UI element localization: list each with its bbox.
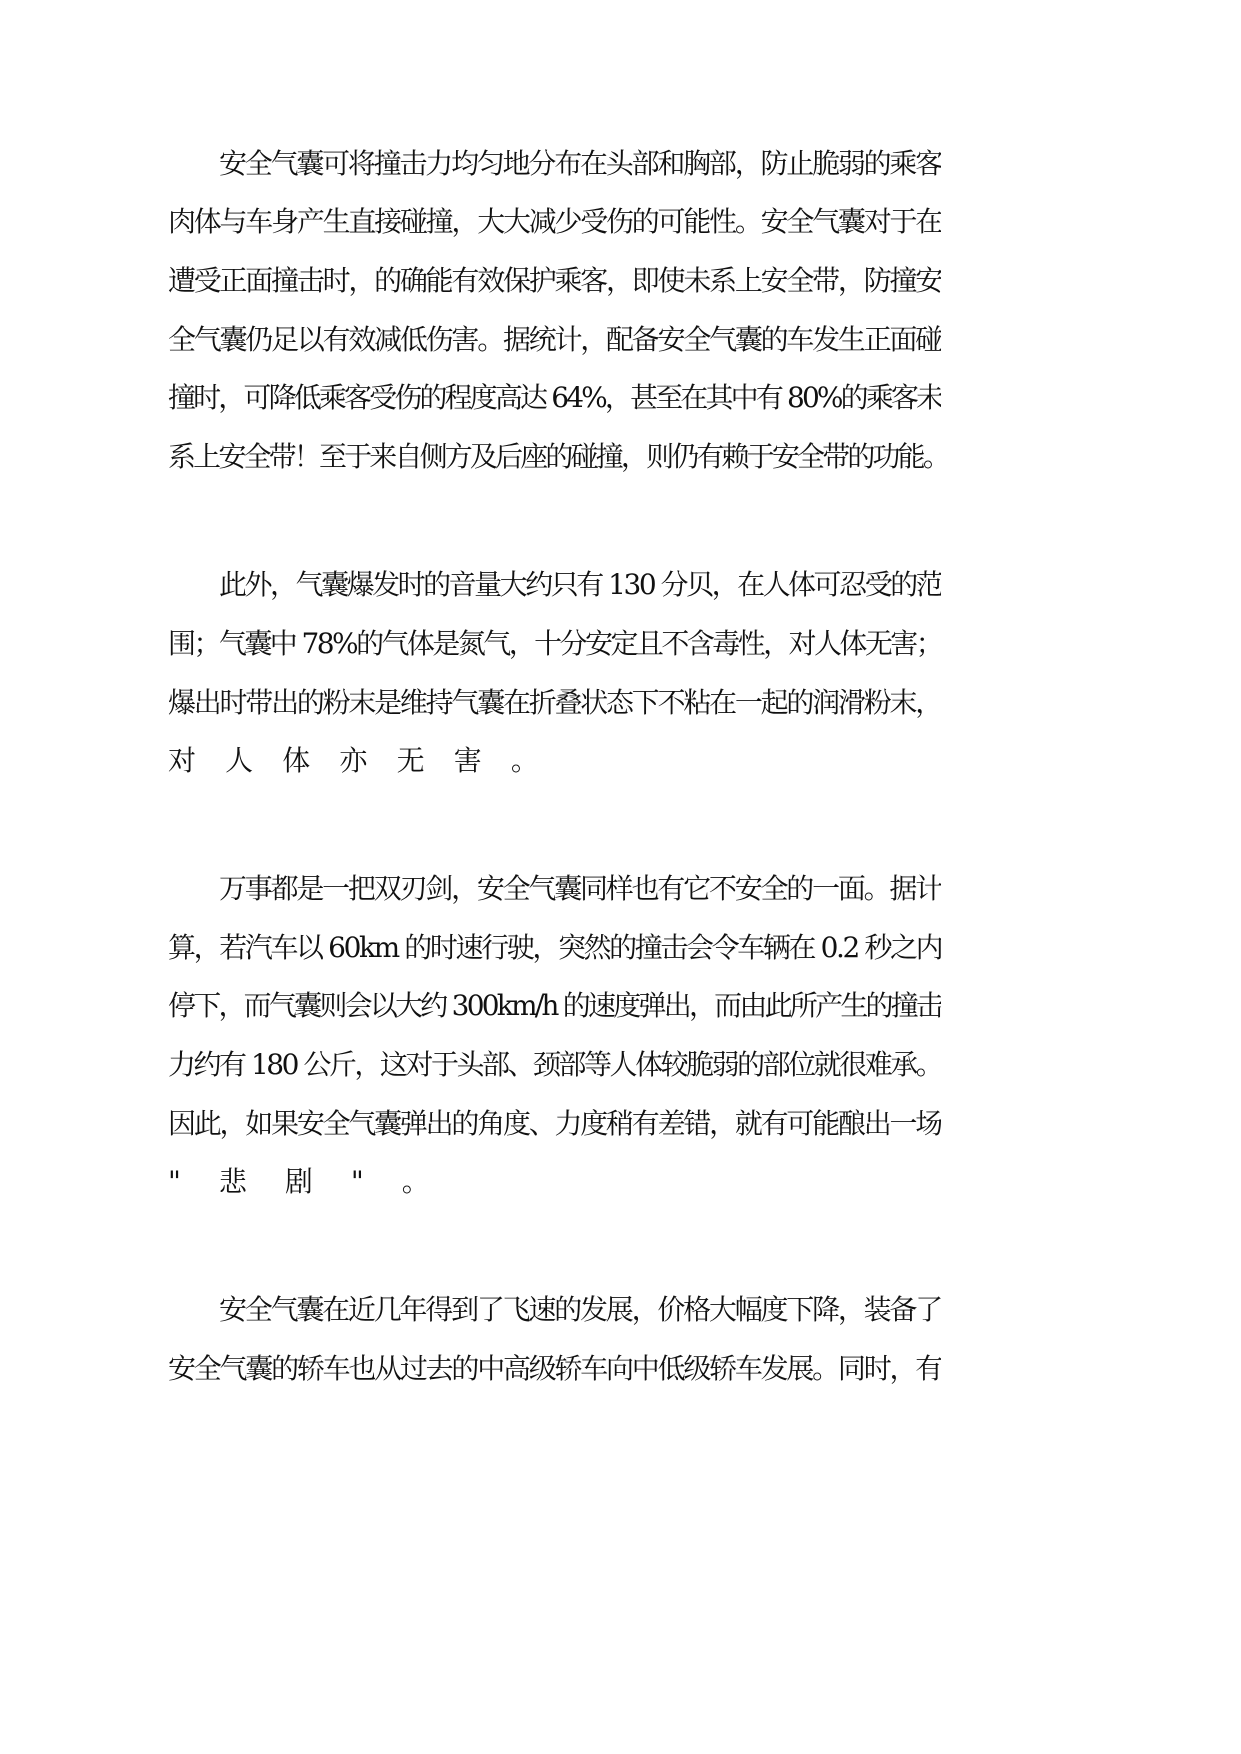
text-line: 遭受正面撞击时，的确能有效保护乘客，即使未系上安全带，防撞安 <box>168 264 941 297</box>
text-line: 因此，如果安全气囊弹出的角度、力度稍有差错，就有可能酿出一场 <box>168 1107 941 1140</box>
paragraph-4-line-1 <box>0 1287 1241 1333</box>
text-line: 停下，而气囊则会以大约 300km/h 的速度弹出，而由此所产生的撞击 <box>168 989 941 1022</box>
text-line: 撞时，可降低乘客受伤的程度高达 64%，甚至在其中有 80%的乘客未 <box>168 381 941 414</box>
text-line: 力约有 180 公斤，这对于头部、颈部等人体较脆弱的部位就很难承。 <box>168 1048 941 1081</box>
paragraph-1-line-1 <box>0 141 1241 187</box>
text-line: 万事都是一把双刃剑，安全气囊同样也有它不安全的一面。据计 <box>219 872 941 905</box>
text-line: 肉体与车身产生直接碰撞，大大减少受伤的可能性。安全气囊对于在 <box>168 205 941 238</box>
paragraph-1-line-4 <box>0 317 1241 363</box>
text-line: 对人体亦无害。 <box>168 744 568 777</box>
text-line: 安全气囊在近几年得到了飞速的发展，价格大幅度下降，装备了 <box>219 1293 941 1326</box>
paragraph-2-line-2 <box>0 621 1241 667</box>
paragraph-1-line-3 <box>0 258 1241 304</box>
paragraph-4-line-2 <box>0 1346 1241 1392</box>
paragraph-3-line-2 <box>0 925 1241 971</box>
text-line: 安全气囊可将撞击力均匀地分布在头部和胸部，防止脆弱的乘客 <box>219 147 941 180</box>
text-line: 算，若汽车以 60km 的时速行驶，突然的撞击会令车辆在 0.2 秒之内 <box>168 931 941 964</box>
paragraph-3-line-3 <box>0 983 1241 1029</box>
paragraph-1-line-5 <box>0 375 1241 421</box>
paragraph-1-line-6 <box>0 434 1241 480</box>
text-line: 爆出时带出的粉末是维持气囊在折叠状态下不粘在一起的润滑粉末， <box>168 686 941 719</box>
paragraph-2-line-4 <box>0 738 1241 784</box>
text-line: 全气囊仍足以有效减低伤害。据统计，配备安全气囊的车发生正面碰 <box>168 323 941 356</box>
text-line: 系上安全带！至于来自侧方及后座的碰撞，则仍有赖于安全带的功能。 <box>168 440 948 473</box>
paragraph-2-line-1 <box>0 562 1241 608</box>
text-line: 此外，气囊爆发时的音量大约只有 130 分贝，在人体可忍受的范 <box>219 568 941 601</box>
paragraph-3-line-4 <box>0 1042 1241 1088</box>
text-line: 围；气囊中 78%的气体是氮气，十分安定且不含毒性，对人体无害； <box>168 627 941 660</box>
paragraph-3-line-5 <box>0 1101 1241 1147</box>
text-line: "悲剧"。 <box>168 1165 468 1198</box>
paragraph-1-line-2 <box>0 199 1241 245</box>
paragraph-2-line-3 <box>0 680 1241 726</box>
paragraph-3-line-1 <box>0 866 1241 912</box>
text-line: 安全气囊的轿车也从过去的中高级轿车向中低级轿车发展。同时，有 <box>168 1352 941 1385</box>
paragraph-3-line-6 <box>0 1159 1241 1205</box>
